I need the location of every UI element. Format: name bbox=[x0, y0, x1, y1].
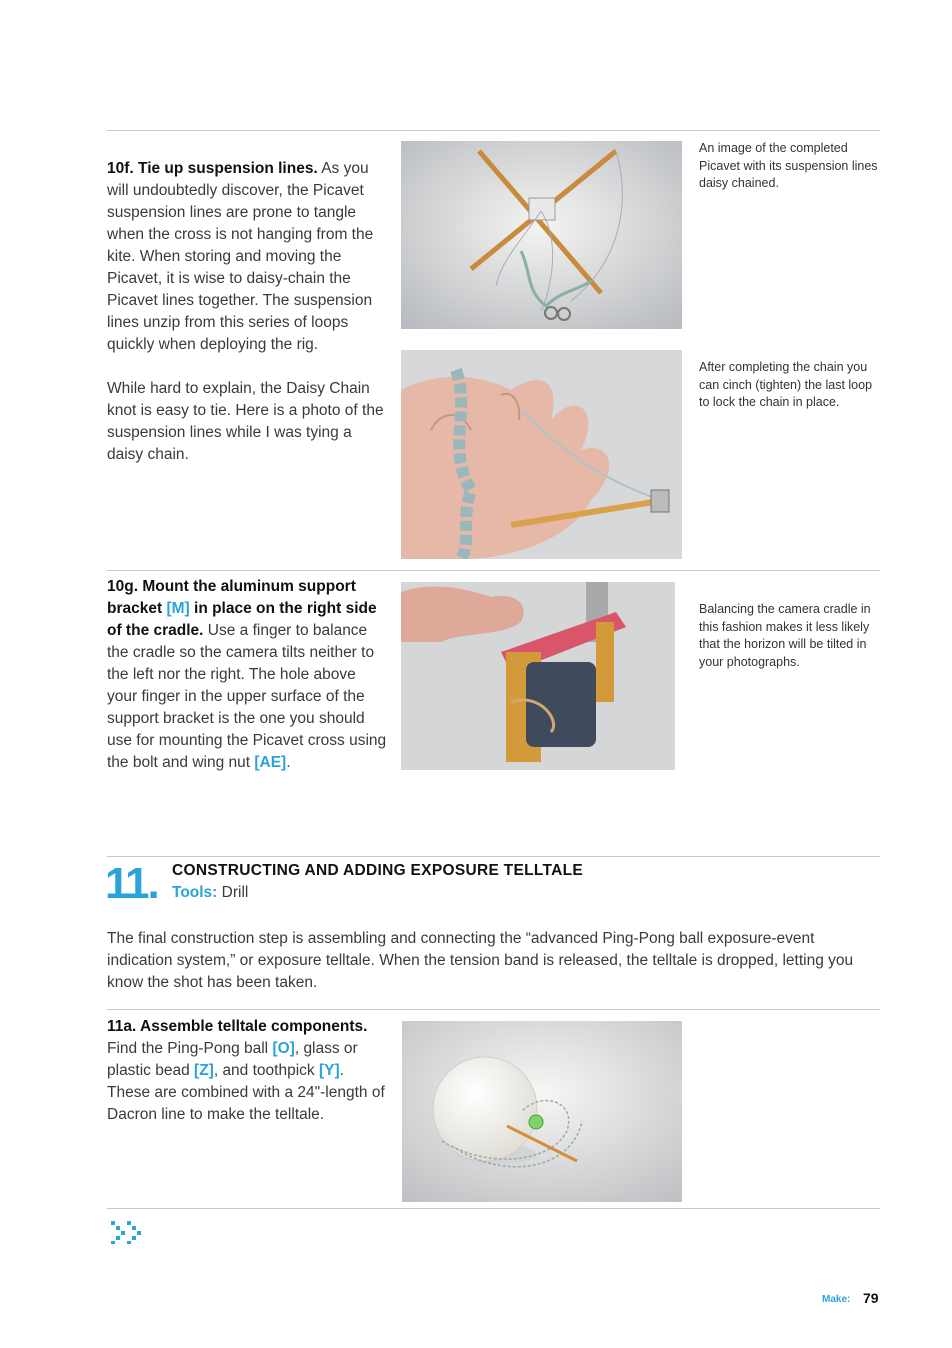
step-10f-para1: As you will undoubtedly discover, the Picavet suspension lines are prone to tangle when the cross is not hanging from the kite. When storing and moving the Picavet, it is wise to daisy-chain the Picavet lines together. The suspension lines unzip from this series of loops quickly when deploying the rig. bbox=[107, 160, 374, 353]
step-10g-title-a: 10g. Mount the aluminum support bracket bbox=[107, 578, 356, 617]
step-10f-text bbox=[107, 158, 389, 356]
divider-11a bbox=[107, 1009, 880, 1010]
step-11a-t2: , glass or plastic bead bbox=[107, 1040, 358, 1079]
step-10f-para2: While hard to explain, the Daisy Chain knot is easy to tie. Here is a photo of the suspension lines while I was tying a daisy chain. bbox=[107, 380, 384, 463]
footer-brand: Make: bbox=[822, 1294, 851, 1305]
step-10g-text bbox=[107, 576, 387, 774]
caption-picavet-cross: An image of the completed Picavet with its suspension lines daisy chained. bbox=[699, 141, 878, 190]
ref-y: [Y] bbox=[318, 1062, 340, 1079]
section-number: 11. bbox=[105, 859, 158, 908]
ref-m: [M] bbox=[166, 600, 190, 617]
step-11a-t3: , and toothpick bbox=[213, 1062, 319, 1079]
photo-daisy-chain bbox=[401, 350, 682, 559]
step-10g-title-b: in place on the right side of the cradle. bbox=[107, 600, 377, 639]
step-11a-title: 11a. Assemble telltale components. bbox=[107, 1018, 368, 1035]
photo-telltale-components bbox=[402, 1021, 682, 1202]
step-11a-text bbox=[107, 1016, 389, 1126]
divider-section-11 bbox=[107, 856, 880, 857]
step-11a-t4: . These are combined with a 24"-length of Dacron line to make the telltale. bbox=[107, 1062, 385, 1123]
section-11-intro: The final construction step is assembling and connecting the “advanced Ping-Pong ball exposure-event indication system,” or exposure telltale. When the tension band is released, the telltale is dropped, letting you know the shot has been taken. bbox=[107, 930, 854, 991]
step-10g-end: . bbox=[286, 754, 291, 771]
ref-ae: [AE] bbox=[254, 754, 287, 771]
step-11a-t1: Find the Ping-Pong ball bbox=[107, 1040, 273, 1057]
step-10g-body: Use a finger to balance the cradle so the camera tilts neither to the left nor the right. The hole above your finger in the upper surface of the support bracket is the one you should use for mounting the Picavet cross using the bolt and wing nut bbox=[107, 622, 387, 771]
caption-daisy-chain: After completing the chain you can cinch (tighten) the last loop to lock the chain in place. bbox=[699, 360, 873, 409]
photo-picavet-cross bbox=[401, 141, 682, 329]
page-number: 79 bbox=[863, 1290, 879, 1306]
arrow-chevrons-icon bbox=[109, 1220, 143, 1244]
divider-bottom bbox=[107, 1208, 880, 1209]
step-10f-title: 10f. Tie up suspension lines. bbox=[107, 160, 318, 177]
divider-top bbox=[107, 130, 880, 131]
ref-z: [Z] bbox=[194, 1062, 214, 1079]
section-tools bbox=[172, 884, 248, 902]
tools-value: Drill bbox=[217, 884, 249, 901]
caption-camera-cradle: Balancing the camera cradle in this fashion makes it less likely that the horizon will be tilted in your photographs. bbox=[699, 602, 871, 669]
photo-camera-cradle bbox=[401, 582, 675, 770]
tools-label: Tools: bbox=[172, 884, 218, 901]
divider-10g bbox=[107, 570, 880, 571]
section-title: CONSTRUCTING AND ADDING EXPOSURE TELLTALE bbox=[172, 862, 583, 879]
ref-o: [O] bbox=[272, 1040, 295, 1057]
